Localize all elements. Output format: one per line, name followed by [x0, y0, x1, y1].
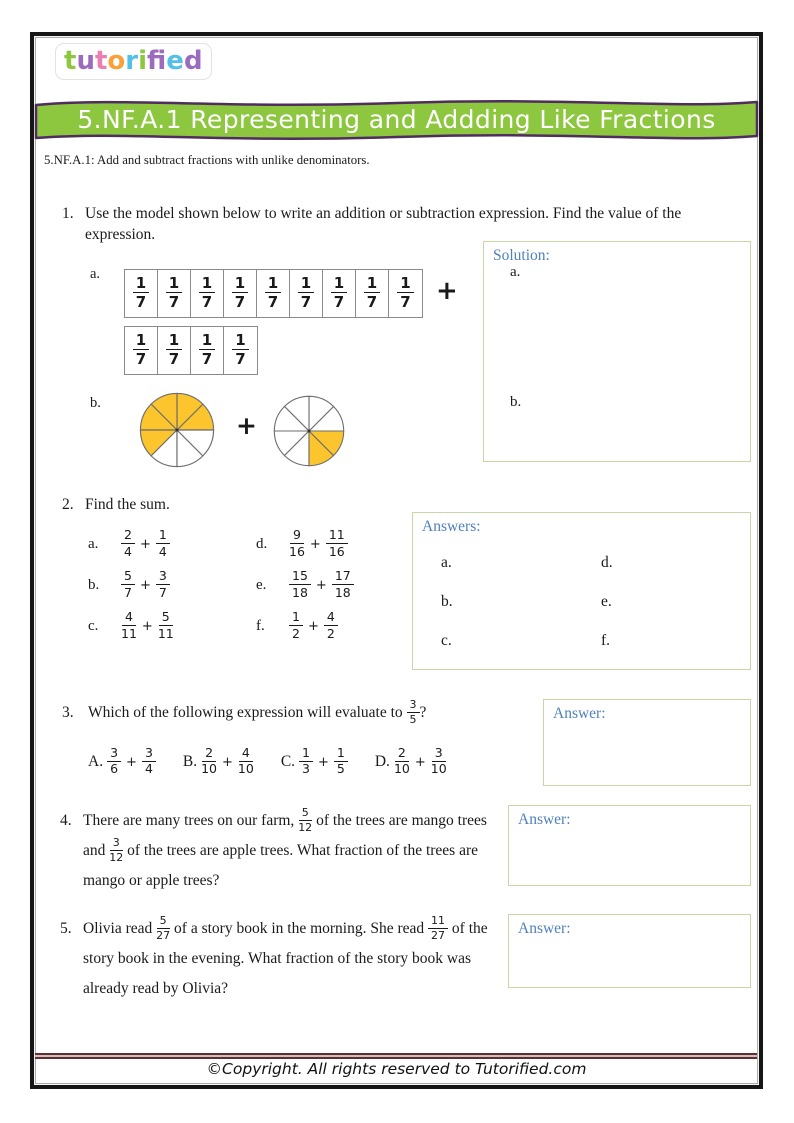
fraction-tile	[158, 270, 191, 317]
fraction-expression	[393, 744, 447, 777]
fraction: $\frac{1}{3}$	[299, 747, 313, 776]
expression-item	[88, 524, 174, 565]
fraction: $\frac{1}{2}$	[289, 611, 303, 640]
title-banner	[34, 94, 759, 146]
expression-item-label: d.	[256, 536, 268, 552]
logo-letter: o	[107, 46, 126, 76]
fraction-tile	[125, 270, 158, 317]
fraction-tile	[257, 270, 290, 317]
fraction: $\frac{5}{11}$	[157, 609, 174, 641]
question1b-label: b.	[90, 395, 101, 411]
pie-center-dot	[308, 430, 311, 433]
fraction-tile	[323, 270, 356, 317]
fraction-expression	[299, 744, 348, 777]
expression-item-label: a.	[88, 536, 99, 552]
fraction-expression	[289, 527, 348, 559]
plus-operator: +	[126, 754, 137, 770]
fraction-expression	[289, 609, 338, 641]
expression-item-label: B.	[182, 753, 198, 770]
expression-item-label: c.	[88, 618, 99, 634]
fraction: $\frac{1}{7}$	[199, 333, 215, 367]
question5-answer-title: Answer:	[518, 920, 571, 937]
answer-slot-label: c.	[441, 631, 452, 649]
question5-number: 5.	[60, 920, 72, 937]
fraction: $\frac{1}{7}$	[298, 276, 314, 310]
logo-letter: r	[125, 46, 139, 76]
plus-operator: +	[139, 537, 151, 552]
fraction-tile	[224, 327, 257, 374]
fraction: $\frac{1}{7}$	[397, 276, 413, 310]
expression-item	[256, 565, 354, 606]
fraction-expression	[121, 568, 170, 600]
fraction: $\frac{5}{12}$	[298, 806, 313, 835]
expression-item-label: b.	[88, 577, 100, 593]
question5-text: Olivia read $\frac{5}{27}$ of a story book in the morning. She read $\frac{11}{27}$ of the story book in the evening. What fraction of the story book was already read by Olivia?	[83, 914, 488, 997]
fraction-expression	[289, 568, 354, 600]
logo-letter: d	[183, 46, 203, 76]
plus-operator: +	[307, 619, 319, 634]
expression-item	[256, 524, 354, 565]
fraction-tile	[191, 270, 224, 317]
question4-answer-title: Answer:	[518, 811, 571, 828]
question2-column-1	[88, 524, 174, 647]
solution-box-title: Solution:	[493, 247, 550, 264]
answers-box-title: Answers:	[422, 518, 481, 535]
fraction-tile	[191, 327, 224, 374]
expression-item	[88, 744, 156, 780]
fraction: $\frac{1}{7}$	[364, 276, 380, 310]
fraction: $\frac{15}{18}$	[289, 570, 311, 599]
fraction: $\frac{2}{10}$	[393, 744, 410, 776]
question1a-label: a.	[90, 266, 101, 282]
fraction: $\frac{1}{7}$	[232, 276, 248, 310]
question3-text: Which of the following expression will evaluate to $\frac{3}{5}$ ?	[88, 698, 427, 727]
logo-letter: f	[147, 46, 167, 76]
expression-item-label: C.	[280, 753, 296, 770]
logo-letter: i	[138, 46, 148, 76]
plus-operator: +	[315, 578, 327, 593]
fraction: $\frac{3}{10}$	[430, 744, 447, 776]
fraction: $\frac{3}{6}$	[107, 747, 121, 776]
plus-sign-1a: +	[436, 276, 458, 306]
expression-item-label: f.	[256, 618, 265, 634]
expression-item	[88, 606, 174, 647]
answer-slot-label: d.	[601, 553, 613, 571]
question4-text: There are many trees on our farm, $\frac{5}{12}$ of the trees are mango trees and $\frac{3}{12}$ of the trees are apple trees. What fraction of the trees are mango or apple trees?	[83, 806, 487, 889]
fraction: $\frac{3}{12}$	[109, 836, 124, 865]
copyright-text: ©Copyright. All rights reserved to Tutorified.com	[206, 1060, 587, 1078]
fraction-expression	[107, 744, 156, 777]
fraction-tile	[290, 270, 323, 317]
plus-operator: +	[141, 619, 153, 634]
fraction-strip-row1	[124, 269, 423, 318]
question1-number: 1.	[62, 205, 74, 222]
fraction: $\frac{17}{18}$	[332, 570, 354, 599]
solution-item-a-label: a.	[510, 264, 521, 280]
question3-answer-box	[543, 699, 751, 786]
fraction: $\frac{11}{27}$	[428, 915, 448, 941]
answer-slot-label: a.	[441, 553, 452, 571]
solution-item-b-label: b.	[510, 394, 522, 410]
fraction-tile	[224, 270, 257, 317]
expression-item	[256, 606, 354, 647]
plus-operator: +	[309, 537, 321, 552]
question1-text: Use the model shown below to write an addition or subtraction expression. Find the value of the expression.	[85, 205, 682, 243]
fraction: $\frac{1}{7}$	[133, 333, 149, 367]
answer-slot-label: b.	[441, 592, 453, 610]
logo-letter: t	[64, 46, 77, 76]
answers-box	[412, 512, 751, 670]
answer-slot-label: f.	[601, 631, 611, 649]
question2-text: Find the sum.	[85, 496, 170, 513]
fraction-pie-chart-1	[138, 391, 216, 469]
fraction: $\frac{4}{10}$	[237, 744, 254, 776]
worksheet-title: 5.NF.A.1 Representing and Addding Like Fractions	[77, 105, 716, 134]
fraction: $\frac{1}{7}$	[133, 276, 149, 310]
logo-letter: t	[94, 46, 108, 76]
question3-number: 3.	[62, 704, 74, 721]
answers-labels-column-1	[441, 543, 453, 660]
answer-slot-label: e.	[601, 592, 612, 610]
fraction: $\frac{11}{16}$	[326, 529, 348, 558]
fraction-tile	[125, 327, 158, 374]
fraction: $\frac{1}{7}$	[166, 276, 182, 310]
expression-item-label: e.	[256, 577, 267, 593]
question3-answer-title: Answer:	[553, 705, 606, 722]
pie-center-dot	[175, 428, 178, 431]
fraction: $\frac{4}{11}$	[121, 609, 137, 641]
fraction: $\frac{5}{7}$	[121, 570, 135, 599]
fraction-expression	[121, 527, 170, 559]
expression-item	[375, 744, 447, 780]
plus-operator: +	[318, 754, 329, 770]
expression-item-label: D.	[374, 753, 390, 770]
fraction-expression	[201, 744, 254, 777]
fraction: $\frac{1}{4}$	[156, 529, 170, 558]
question4-number: 4.	[60, 812, 72, 829]
question5-answer-box	[508, 914, 751, 988]
fraction: $\frac{1}{5}$	[334, 747, 348, 776]
answers-labels-column-2	[601, 543, 613, 660]
fraction-tile	[356, 270, 389, 317]
fraction: $\frac{4}{2}$	[324, 611, 338, 640]
fraction: $\frac{2}{10}$	[201, 744, 218, 776]
question2-number: 2.	[62, 496, 74, 513]
plus-operator: +	[222, 754, 233, 770]
fraction-expression	[121, 609, 174, 641]
fraction: $\frac{3}{7}$	[156, 570, 170, 599]
expression-item	[88, 565, 174, 606]
question2-column-2	[256, 524, 354, 647]
expression-item-label: A.	[88, 753, 104, 770]
plus-operator: +	[139, 578, 151, 593]
fraction: $\frac{1}{7}$	[166, 333, 182, 367]
logo-letter: u	[76, 46, 95, 76]
fraction-tile	[389, 270, 422, 317]
fraction: $\frac{1}{7}$	[265, 276, 281, 310]
fraction: $\frac{5}{27}$	[156, 914, 171, 943]
expression-item	[281, 744, 348, 780]
fraction-pie-chart-2	[272, 394, 346, 468]
fraction: $\frac{3}{5}$	[407, 699, 420, 725]
logo-letter: e	[166, 46, 184, 76]
fraction: $\frac{1}{7}$	[199, 276, 215, 310]
fraction: $\frac{9}{16}$	[289, 527, 305, 559]
fraction: $\frac{1}{7}$	[331, 276, 347, 310]
standard-description: 5.NF.A.1: Add and subtract fractions with unlike denominators.	[44, 153, 370, 167]
fraction: $\frac{2}{4}$	[121, 529, 135, 558]
solution-box	[483, 241, 751, 462]
fraction-tile	[158, 327, 191, 374]
question4-answer-box	[508, 805, 751, 886]
fraction: $\frac{3}{4}$	[142, 747, 156, 776]
fraction: $\frac{1}{7}$	[232, 333, 248, 367]
expression-item	[183, 744, 254, 780]
plus-operator: +	[414, 754, 426, 770]
question3-options	[88, 744, 447, 780]
plus-sign-1b: +	[236, 411, 257, 440]
fraction-strip-row2	[124, 326, 258, 375]
footer-divider-rule	[35, 1053, 757, 1059]
tutorified-logo	[55, 43, 212, 80]
